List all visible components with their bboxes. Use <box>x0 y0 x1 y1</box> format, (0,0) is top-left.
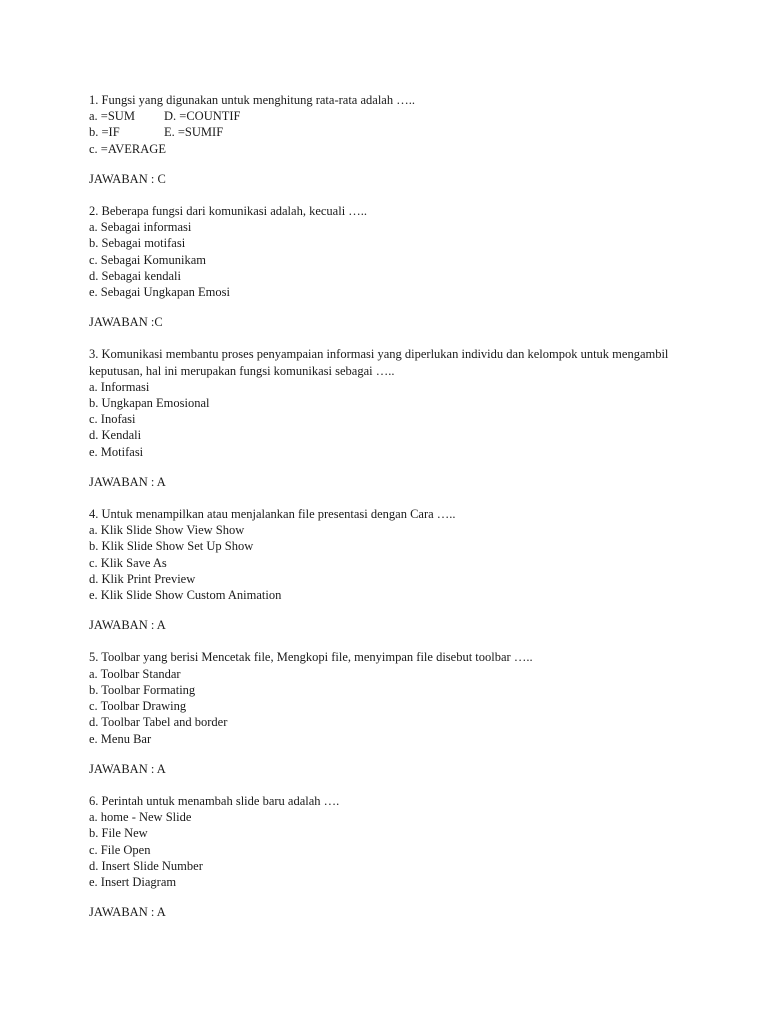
option-text: c. Klik Save As <box>89 555 167 570</box>
question-block <box>89 203 689 330</box>
option-text: d. Kendali <box>89 428 142 443</box>
answer-text: JAWABAN : A <box>89 618 166 633</box>
option-row <box>89 141 689 157</box>
option-text: a. Sebagai informasi <box>89 220 192 235</box>
option-text: c. Sebagai Komunikam <box>89 252 206 267</box>
option-row <box>89 124 689 140</box>
option-text: b. File New <box>89 826 148 841</box>
option-text: b. Toolbar Formating <box>89 682 196 697</box>
question-block <box>89 346 689 490</box>
option-text: a. Klik Slide Show View Show <box>89 523 245 538</box>
option-text: d. Sebagai kendali <box>89 268 181 283</box>
question-text: 3. Komunikasi membantu proses penyampaian informasi yang diperlukan individu dan kelompok untuk mengambil keputusan, hal ini merupakan fungsi komunikasi sebagai ….. <box>89 347 669 378</box>
option-text: b. Ungkapan Emosional <box>89 396 210 411</box>
question-text: 6. Perintah untuk menambah slide baru adalah …. <box>89 793 340 808</box>
option-text: c. Toolbar Drawing <box>89 699 187 714</box>
option-text: d. Klik Print Preview <box>89 571 196 586</box>
question-block <box>89 649 689 776</box>
option-text: d. Toolbar Tabel and border <box>89 715 228 730</box>
option-text: c. Inofasi <box>89 412 136 427</box>
option-text: e. Klik Slide Show Custom Animation <box>89 588 282 603</box>
option-text: E. =SUMIF <box>164 125 224 140</box>
option-text: e. Insert Diagram <box>89 874 177 889</box>
option-text: a. Informasi <box>89 379 150 394</box>
answer-text: JAWABAN : A <box>89 474 166 489</box>
answer-text: JAWABAN : A <box>89 761 166 776</box>
option-text: e. Motifasi <box>89 444 144 459</box>
option-text: d. Insert Slide Number <box>89 858 203 873</box>
option-text: a. Toolbar Standar <box>89 666 181 681</box>
option-text: b. Sebagai motifasi <box>89 236 186 251</box>
question-text: 5. Toolbar yang berisi Mencetak file, Mengkopi file, menyimpan file disebut toolbar ….. <box>89 650 533 665</box>
question-text: 1. Fungsi yang digunakan untuk menghitung rata-rata adalah ….. <box>89 93 415 107</box>
option-text: b. Klik Slide Show Set Up Show <box>89 539 254 554</box>
option-text: b. =IF <box>89 125 120 140</box>
question-block <box>89 506 689 633</box>
option-text: c. File Open <box>89 842 151 857</box>
question-text: 2. Beberapa fungsi dari komunikasi adalah, kecuali ….. <box>89 204 368 219</box>
option-text: c. =AVERAGE <box>89 141 166 156</box>
question-block <box>89 793 689 920</box>
option-text: e. Sebagai Ungkapan Emosi <box>89 285 230 300</box>
option-text: e. Menu Bar <box>89 731 152 746</box>
answer-text: JAWABAN : A <box>89 905 166 920</box>
option-text: D. =COUNTIF <box>164 109 241 124</box>
answer-text: JAWABAN : C <box>89 171 166 186</box>
answer-text: JAWABAN :C <box>89 315 163 330</box>
option-row <box>89 108 689 124</box>
option-text: a. home - New Slide <box>89 810 192 825</box>
question-block <box>89 92 689 187</box>
question-text: 4. Untuk menampilkan atau menjalankan file presentasi dengan Cara ….. <box>89 507 456 522</box>
option-text: a. =SUM <box>89 109 135 124</box>
document-page <box>89 92 689 936</box>
